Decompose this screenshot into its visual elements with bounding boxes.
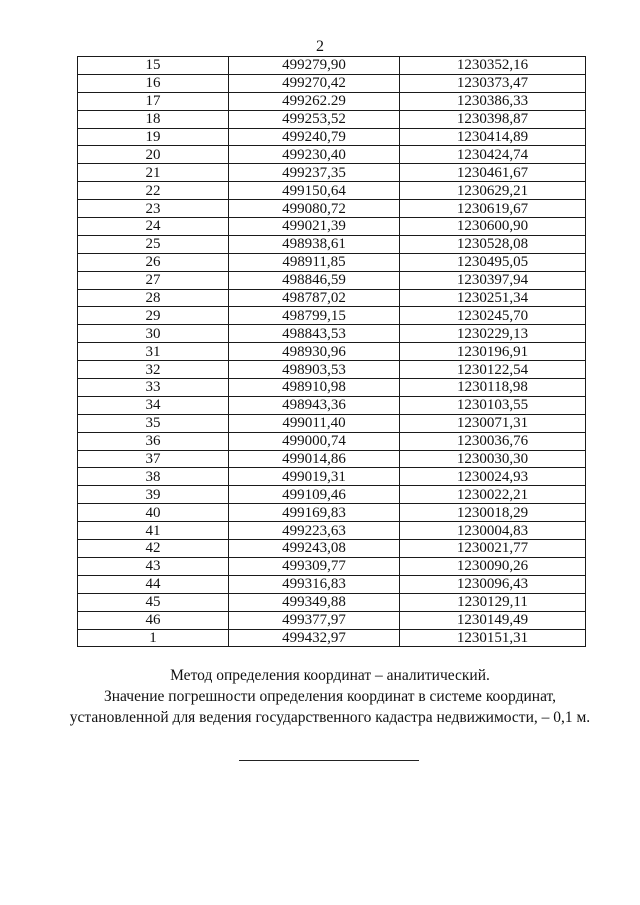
table-row <box>78 110 586 128</box>
y-coordinate-cell: 1230036,76 <box>400 432 586 450</box>
y-coordinate-cell: 1230118,98 <box>400 379 586 397</box>
table-row <box>78 253 586 271</box>
table-row <box>78 379 586 397</box>
point-number-cell: 30 <box>78 325 229 343</box>
x-coordinate-cell: 499243,08 <box>229 540 400 558</box>
point-number-cell: 36 <box>78 432 229 450</box>
x-coordinate-cell: 498846,59 <box>229 271 400 289</box>
point-number-cell: 39 <box>78 486 229 504</box>
y-coordinate-cell: 1230352,16 <box>400 57 586 75</box>
y-coordinate-cell: 1230414,89 <box>400 128 586 146</box>
table-row <box>78 182 586 200</box>
point-number-cell: 44 <box>78 575 229 593</box>
table-row <box>78 486 586 504</box>
y-coordinate-cell: 1230021,77 <box>400 540 586 558</box>
y-coordinate-cell: 1230018,29 <box>400 504 586 522</box>
y-coordinate-cell: 1230386,33 <box>400 92 586 110</box>
y-coordinate-cell: 1230528,08 <box>400 235 586 253</box>
point-number-cell: 31 <box>78 343 229 361</box>
accuracy-note-line-2: установленной для ведения государственного кадастра недвижимости, – 0,1 м. <box>69 709 591 726</box>
point-number-cell: 40 <box>78 504 229 522</box>
x-coordinate-cell: 498938,61 <box>229 235 400 253</box>
table-row <box>78 74 586 92</box>
point-number-cell: 33 <box>78 379 229 397</box>
x-coordinate-cell: 499309,77 <box>229 557 400 575</box>
x-coordinate-cell: 499014,86 <box>229 450 400 468</box>
signature-line <box>239 760 419 761</box>
y-coordinate-cell: 1230619,67 <box>400 200 586 218</box>
table-row <box>78 450 586 468</box>
y-coordinate-cell: 1230461,67 <box>400 164 586 182</box>
point-number-cell: 23 <box>78 200 229 218</box>
x-coordinate-cell: 499021,39 <box>229 218 400 236</box>
x-coordinate-cell: 499011,40 <box>229 414 400 432</box>
table-row <box>78 575 586 593</box>
table-row <box>78 200 586 218</box>
x-coordinate-cell: 499270,42 <box>229 74 400 92</box>
table-row <box>78 289 586 307</box>
table-row <box>78 361 586 379</box>
y-coordinate-cell: 1230245,70 <box>400 307 586 325</box>
y-coordinate-cell: 1230022,21 <box>400 486 586 504</box>
table-row <box>78 504 586 522</box>
table-row <box>78 557 586 575</box>
point-number-cell: 28 <box>78 289 229 307</box>
table-row <box>78 92 586 110</box>
coordinates-table <box>77 56 586 647</box>
x-coordinate-cell: 498930,96 <box>229 343 400 361</box>
x-coordinate-cell: 499240,79 <box>229 128 400 146</box>
point-number-cell: 29 <box>78 307 229 325</box>
x-coordinate-cell: 499279,90 <box>229 57 400 75</box>
point-number-cell: 1 <box>78 629 229 647</box>
table-row <box>78 218 586 236</box>
x-coordinate-cell: 498843,53 <box>229 325 400 343</box>
notes-block <box>40 665 620 728</box>
table-row <box>78 396 586 414</box>
y-coordinate-cell: 1230251,34 <box>400 289 586 307</box>
table-row <box>78 540 586 558</box>
point-number-cell: 27 <box>78 271 229 289</box>
point-number-cell: 42 <box>78 540 229 558</box>
y-coordinate-cell: 1230373,47 <box>400 74 586 92</box>
table-row <box>78 343 586 361</box>
y-coordinate-cell: 1230129,11 <box>400 593 586 611</box>
x-coordinate-cell: 499262.29 <box>229 92 400 110</box>
coordinates-table-body <box>78 57 586 647</box>
y-coordinate-cell: 1230229,13 <box>400 325 586 343</box>
x-coordinate-cell: 499223,63 <box>229 522 400 540</box>
y-coordinate-cell: 1230397,94 <box>400 271 586 289</box>
point-number-cell: 21 <box>78 164 229 182</box>
point-number-cell: 26 <box>78 253 229 271</box>
x-coordinate-cell: 499316,83 <box>229 575 400 593</box>
table-row <box>78 522 586 540</box>
point-number-cell: 22 <box>78 182 229 200</box>
point-number-cell: 41 <box>78 522 229 540</box>
table-row <box>78 468 586 486</box>
point-number-cell: 38 <box>78 468 229 486</box>
x-coordinate-cell: 498903,53 <box>229 361 400 379</box>
y-coordinate-cell: 1230495,05 <box>400 253 586 271</box>
y-coordinate-cell: 1230030,30 <box>400 450 586 468</box>
point-number-cell: 32 <box>78 361 229 379</box>
x-coordinate-cell: 498911,85 <box>229 253 400 271</box>
point-number-cell: 15 <box>78 57 229 75</box>
y-coordinate-cell: 1230090,26 <box>400 557 586 575</box>
y-coordinate-cell: 1230424,74 <box>400 146 586 164</box>
x-coordinate-cell: 498943,36 <box>229 396 400 414</box>
table-row <box>78 271 586 289</box>
y-coordinate-cell: 1230103,55 <box>400 396 586 414</box>
x-coordinate-cell: 499109,46 <box>229 486 400 504</box>
x-coordinate-cell: 498910,98 <box>229 379 400 397</box>
x-coordinate-cell: 499230,40 <box>229 146 400 164</box>
y-coordinate-cell: 1230196,91 <box>400 343 586 361</box>
x-coordinate-cell: 499169,83 <box>229 504 400 522</box>
x-coordinate-cell: 499377,97 <box>229 611 400 629</box>
table-row <box>78 432 586 450</box>
point-number-cell: 37 <box>78 450 229 468</box>
x-coordinate-cell: 499080,72 <box>229 200 400 218</box>
table-row <box>78 235 586 253</box>
point-number-cell: 17 <box>78 92 229 110</box>
x-coordinate-cell: 499000,74 <box>229 432 400 450</box>
y-coordinate-cell: 1230629,21 <box>400 182 586 200</box>
point-number-cell: 25 <box>78 235 229 253</box>
point-number-cell: 46 <box>78 611 229 629</box>
point-number-cell: 24 <box>78 218 229 236</box>
x-coordinate-cell: 499237,35 <box>229 164 400 182</box>
point-number-cell: 19 <box>78 128 229 146</box>
table-row <box>78 611 586 629</box>
y-coordinate-cell: 1230600,90 <box>400 218 586 236</box>
table-row <box>78 164 586 182</box>
point-number-cell: 45 <box>78 593 229 611</box>
point-number-cell: 18 <box>78 110 229 128</box>
y-coordinate-cell: 1230096,43 <box>400 575 586 593</box>
page-number: 2 <box>316 38 324 55</box>
x-coordinate-cell: 498799,15 <box>229 307 400 325</box>
table-row <box>78 414 586 432</box>
point-number-cell: 34 <box>78 396 229 414</box>
point-number-cell: 20 <box>78 146 229 164</box>
point-number-cell: 16 <box>78 74 229 92</box>
table-row <box>78 146 586 164</box>
point-number-cell: 43 <box>78 557 229 575</box>
x-coordinate-cell: 499019,31 <box>229 468 400 486</box>
table-row <box>78 128 586 146</box>
accuracy-note-line-1: Значение погрешности определения координат в системе координат, <box>103 688 557 705</box>
table-row <box>78 629 586 647</box>
x-coordinate-cell: 499150,64 <box>229 182 400 200</box>
y-coordinate-cell: 1230398,87 <box>400 110 586 128</box>
y-coordinate-cell: 1230151,31 <box>400 629 586 647</box>
y-coordinate-cell: 1230122,54 <box>400 361 586 379</box>
table-row <box>78 325 586 343</box>
y-coordinate-cell: 1230071,31 <box>400 414 586 432</box>
x-coordinate-cell: 499253,52 <box>229 110 400 128</box>
table-row <box>78 57 586 75</box>
point-number-cell: 35 <box>78 414 229 432</box>
table-row <box>78 307 586 325</box>
y-coordinate-cell: 1230024,93 <box>400 468 586 486</box>
x-coordinate-cell: 498787,02 <box>229 289 400 307</box>
x-coordinate-cell: 499432,97 <box>229 629 400 647</box>
y-coordinate-cell: 1230149,49 <box>400 611 586 629</box>
method-note: Метод определения координат – аналитический. <box>170 667 490 684</box>
table-row <box>78 593 586 611</box>
y-coordinate-cell: 1230004,83 <box>400 522 586 540</box>
x-coordinate-cell: 499349,88 <box>229 593 400 611</box>
